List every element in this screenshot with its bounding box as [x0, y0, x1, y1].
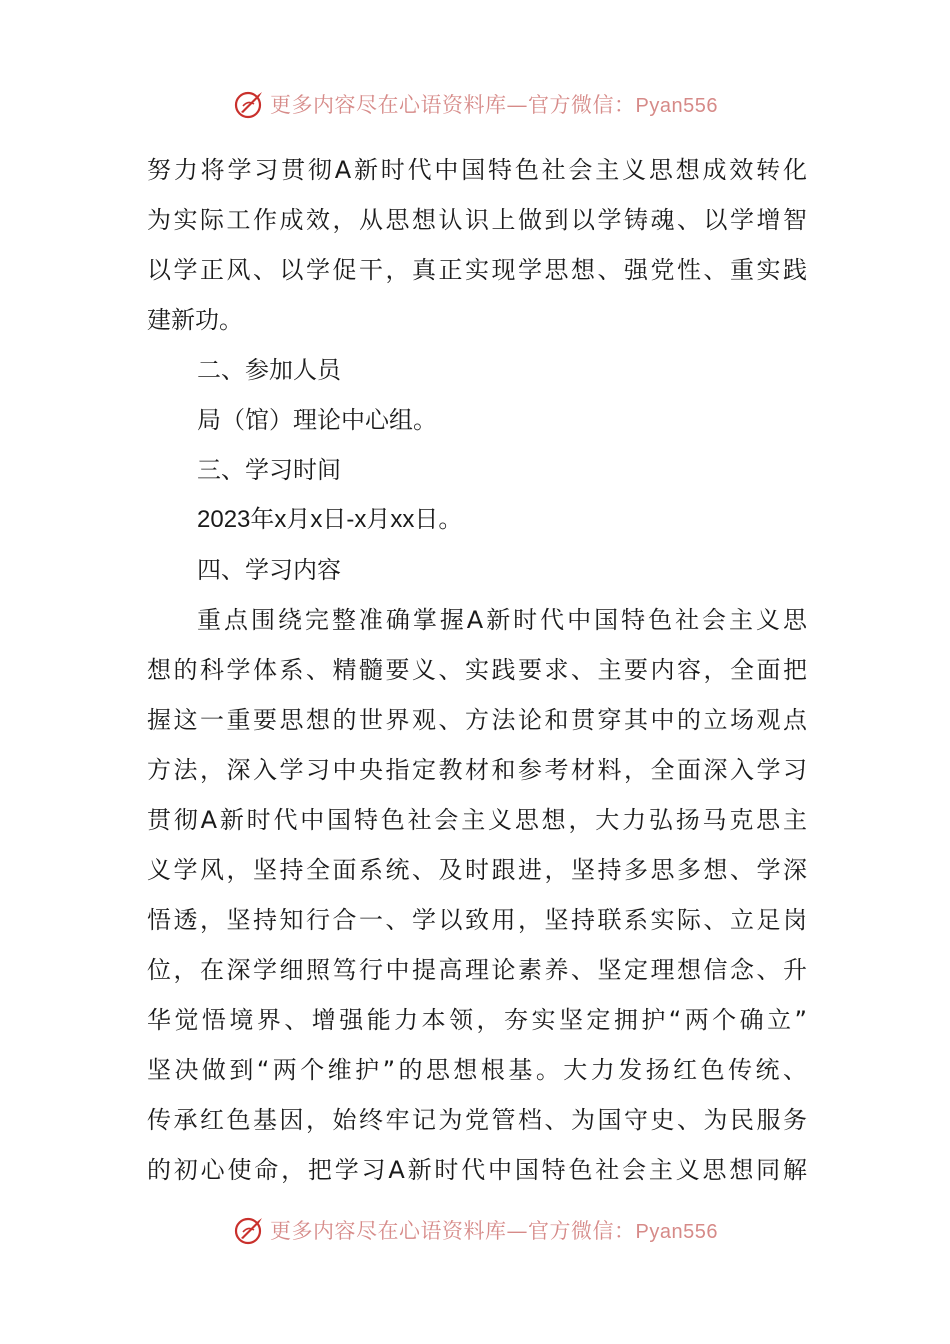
body-line: 2023年x月x日-x月xx日。: [197, 506, 463, 533]
body-line: 局（馆）理论中心组。: [197, 406, 437, 434]
watermark-text: 更多内容尽在心语资料库—官方微信：Pyan556: [270, 93, 718, 117]
pen-logo-icon: [232, 86, 268, 122]
watermark-footer: [0, 1210, 950, 1250]
section-heading: 四、学习内容: [197, 556, 341, 584]
body-line: 想的科学体系、精髓要义、实践要求、主要内容，全面把: [147, 656, 807, 684]
body-line: 位，在深学细照笃行中提高理论素养、坚定理想信念、升: [147, 956, 807, 984]
body-line: 建新功。: [147, 306, 243, 334]
body-line: 贯彻A新时代中国特色社会主义思想，大力弘扬马克思主: [147, 806, 807, 834]
body-line: 坚决做到“两个维护”的思想根基。大力发扬红色传统、: [147, 1056, 807, 1084]
section-heading: 二、参加人员: [197, 356, 341, 384]
body-line: 握这一重要思想的世界观、方法论和贯穿其中的立场观点: [147, 706, 807, 734]
body-line: 传承红色基因，始终牢记为党管档、为国守史、为民服务: [147, 1106, 807, 1134]
body-line: 方法，深入学习中央指定教材和参考材料，全面深入学习: [147, 756, 807, 784]
body-line: 悟透，坚持知行合一、学以致用，坚持联系实际、立足岗: [147, 906, 807, 934]
section-heading: 三、学习时间: [197, 456, 341, 484]
body-line: 义学风，坚持全面系统、及时跟进，坚持多思多想、学深: [147, 856, 807, 884]
body-line: 为实际工作成效，从思想认识上做到以学铸魂、以学增智: [147, 206, 807, 234]
pen-logo-icon: [232, 1212, 268, 1248]
body-line: 努力将学习贯彻A新时代中国特色社会主义思想成效转化: [147, 156, 807, 184]
document-body: [147, 145, 807, 1195]
body-line: 以学正风、以学促干，真正实现学思想、强党性、重实践: [147, 256, 807, 284]
watermark-header: [0, 84, 950, 124]
body-line: 华觉悟境界、增强能力本领，夯实坚定拥护“两个确立”: [147, 1006, 807, 1034]
body-line: 重点围绕完整准确掌握A新时代中国特色社会主义思: [197, 606, 807, 634]
watermark-text: 更多内容尽在心语资料库—官方微信：Pyan556: [270, 1219, 718, 1243]
body-line: 的初心使命，把学习A新时代中国特色社会主义思想同解: [147, 1156, 807, 1184]
